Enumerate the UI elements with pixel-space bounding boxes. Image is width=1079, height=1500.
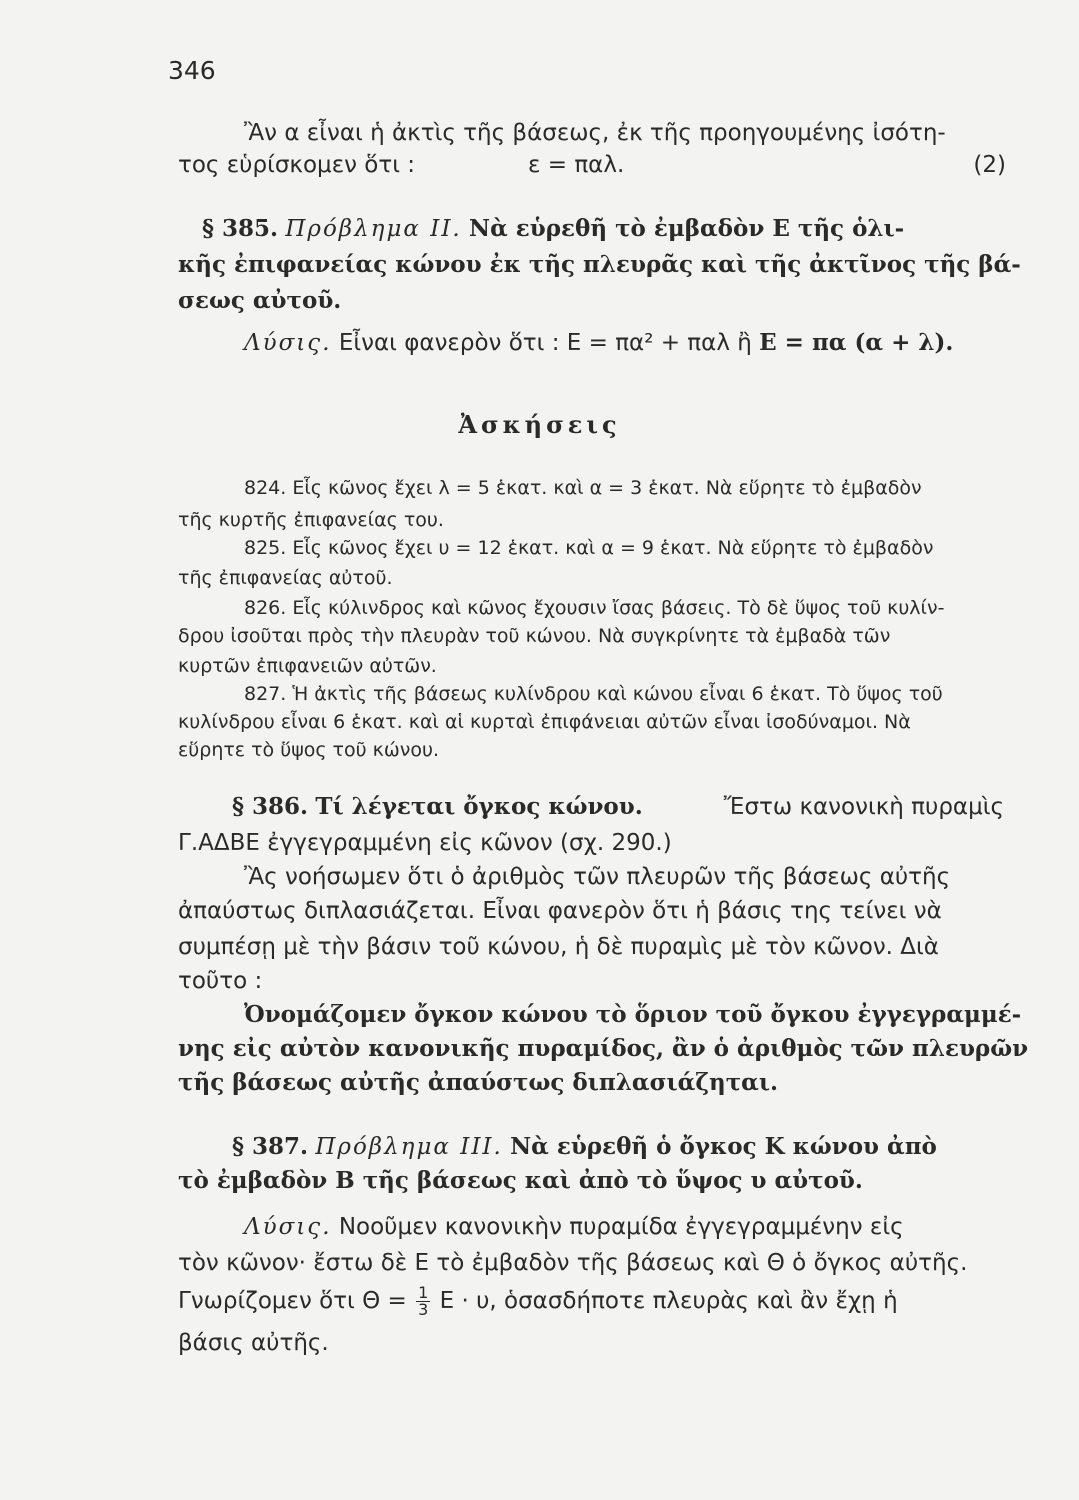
s387-solution-text-3b: Ε · υ, ὁσασδήποτε πλευρὰς καὶ ἂν ἔχῃ ἡ xyxy=(439,1288,898,1314)
s386-line-5: συμπέσῃ μὲ τὴν βάσιν τοῦ κώνου, ἡ δὲ πυραμὶς μὲ τὸν κῶνον. Διὰ xyxy=(178,934,939,960)
s386-line-3: Ἂς νοήσωμεν ὅτι ὁ ἀριθμὸς τῶν πλευρῶν τῆς βάσεως αὐτῆς xyxy=(244,864,951,890)
s387-title-1: Νὰ εὑρεθῆ ὁ ὄγκος Κ κώνου ἀπὸ xyxy=(510,1133,937,1160)
exercise-826-line-3: κυρτῶν ἐπιφανειῶν αὐτῶν. xyxy=(178,655,437,677)
s387-solution-line-2: τὸν κῶνον· ἔστω δὲ Ε τὸ ἐμβαδὸν τῆς βάσεως καὶ Θ ὁ ὄγκος αὐτῆς. xyxy=(178,1250,968,1276)
s387-heading-line xyxy=(232,1130,1004,1164)
s386-line1-rest: Ἔστω κανονικὴ πυραμὶς xyxy=(723,794,1004,820)
equation-number: (2) xyxy=(973,152,1006,178)
exercise-827-line-1: 827. Ἡ ἀκτὶς τῆς βάσεως κυλίνδρου καὶ κώνου εἶναι 6 ἑκατ. Τὸ ὕψος τοῦ xyxy=(244,683,943,705)
s385-heading-line-1 xyxy=(202,212,1030,246)
intro-text: τος εὑρίσκομεν ὅτι : xyxy=(178,152,416,178)
exercise-824-line-1: 824. Εἷς κῶνος ἔχει λ = 5 ἑκατ. καὶ α = 3 ἑκατ. Νὰ εὕρητε τὸ ἐμβαδὸν xyxy=(244,477,922,499)
exercise-827-line-3: εὕρητε τὸ ὕψος τοῦ κώνου. xyxy=(178,739,440,761)
exercise-824-line-2: τῆς κυρτῆς ἐπιφανείας του. xyxy=(178,509,444,531)
exercise-826-line-2: δρου ἰσοῦται πρὸς τὴν πλευρὰν τοῦ κώνου. Νὰ συγκρίνητε τὰ ἐμβαδὰ τῶν xyxy=(178,625,891,647)
exercise-826-line-1: 826. Εἷς κύλινδρος καὶ κῶνος ἔχουσιν ἴσας βάσεις. Τὸ δὲ ὕψος τοῦ κυλίν- xyxy=(244,597,945,619)
intro-line-2 xyxy=(178,148,1006,182)
s386-title: Τί λέγεται ὄγκος κώνου. xyxy=(315,793,643,820)
s385-solution xyxy=(244,326,1072,360)
s387-problem-label: Πρόβλημα ΙΙΙ. xyxy=(315,1134,503,1160)
s386-definition-2: νης εἰς αὐτὸν κανονικῆς πυραμίδος, ἂν ὁ ἀριθμὸς τῶν πλευρῶν xyxy=(178,1035,1029,1062)
fraction-denominator: 3 xyxy=(418,1300,429,1319)
exercise-825-line-2: τῆς ἐπιφανείας αὐτοῦ. xyxy=(178,567,393,589)
s387-solution-line-1 xyxy=(244,1210,1072,1244)
intro-line-1: Ἂν α εἶναι ἡ ἀκτὶς τῆς βάσεως, ἐκ τῆς προηγουμένης ἰσότη- xyxy=(244,120,946,146)
s385-problem-label: Πρόβλημα ΙΙ. xyxy=(285,216,462,242)
s387-solution-line-4: βάσις αὐτῆς. xyxy=(178,1330,329,1356)
s386-definition-3: τῆς βάσεως αὐτῆς ἀπαύστως διπλασιάζηται. xyxy=(178,1069,779,1096)
s386-definition-1: Ὀνομάζομεν ὄγκον κώνου τὸ ὅριον τοῦ ὄγκου ἐγγεγραμμέ- xyxy=(244,1001,1022,1028)
exercise-827-line-2: κυλίνδρου εἶναι 6 ἑκατ. καὶ αἱ κυρταὶ ἐπιφάνειαι αὐτῶν εἶναι ἰσοδύναμοι. Νὰ xyxy=(178,711,911,733)
exercises-heading: Ἀσκήσεις xyxy=(458,410,621,439)
s385-title-3: σεως αὐτοῦ. xyxy=(178,287,342,314)
fraction-numerator: 1 xyxy=(418,1283,429,1302)
s387-solution-line-3 xyxy=(178,1284,1006,1318)
page-number: 346 xyxy=(168,56,216,85)
s385-solution-text: Εἶναι φανερὸν ὅτι : Ε = πα² + παλ ἢ xyxy=(338,330,752,356)
s385-number: § 385. xyxy=(202,215,279,242)
s385-title-2: κῆς ἐπιφανείας κώνου ἐκ τῆς πλευρᾶς καὶ τῆς ἀκτῖνος τῆς βά- xyxy=(178,251,1021,278)
s386-heading-line xyxy=(232,790,1004,824)
s387-solution-text-3a: Γνωρίζομεν ὅτι Θ = xyxy=(178,1288,407,1314)
s385-title-1: Νὰ εὑρεθῆ τὸ ἐμβαδὸν Ε τῆς ὁλι- xyxy=(469,215,905,242)
s385-solution-formula: Ε = πα (α + λ). xyxy=(759,329,954,356)
s387-solution-text-1: Νοοῦμεν κανονικὴν πυραμίδα ἐγγεγραμμένην εἰς xyxy=(338,1214,904,1240)
s387-number: § 387. xyxy=(232,1133,309,1160)
formula-e-pal: ε = παλ. xyxy=(528,152,625,178)
s387-solution-label: Λύσις. xyxy=(244,1214,332,1240)
s386-number: § 386. xyxy=(232,793,309,820)
s386-line-2: Γ.ΑΔΒΕ ἐγγεγραμμένη εἰς κῶνον (σχ. 290.) xyxy=(178,830,672,856)
s387-title-2: τὸ ἐμβαδὸν Β τῆς βάσεως καὶ ἀπὸ τὸ ὕψος υ αὐτοῦ. xyxy=(178,1167,863,1194)
fraction-one-third xyxy=(416,1285,430,1318)
exercise-825-line-1: 825. Εἷς κῶνος ἔχει υ = 12 ἑκατ. καὶ α = 9 ἑκατ. Νὰ εὕρητε τὸ ἐμβαδὸν xyxy=(244,537,934,559)
s385-solution-label: Λύσις. xyxy=(244,330,332,356)
s386-line-4: ἀπαύστως διπλασιάζεται. Εἶναι φανερὸν ὅτι ἡ βάσις της τείνει νὰ xyxy=(178,898,942,924)
s386-line-6: τοῦτο : xyxy=(178,968,263,994)
